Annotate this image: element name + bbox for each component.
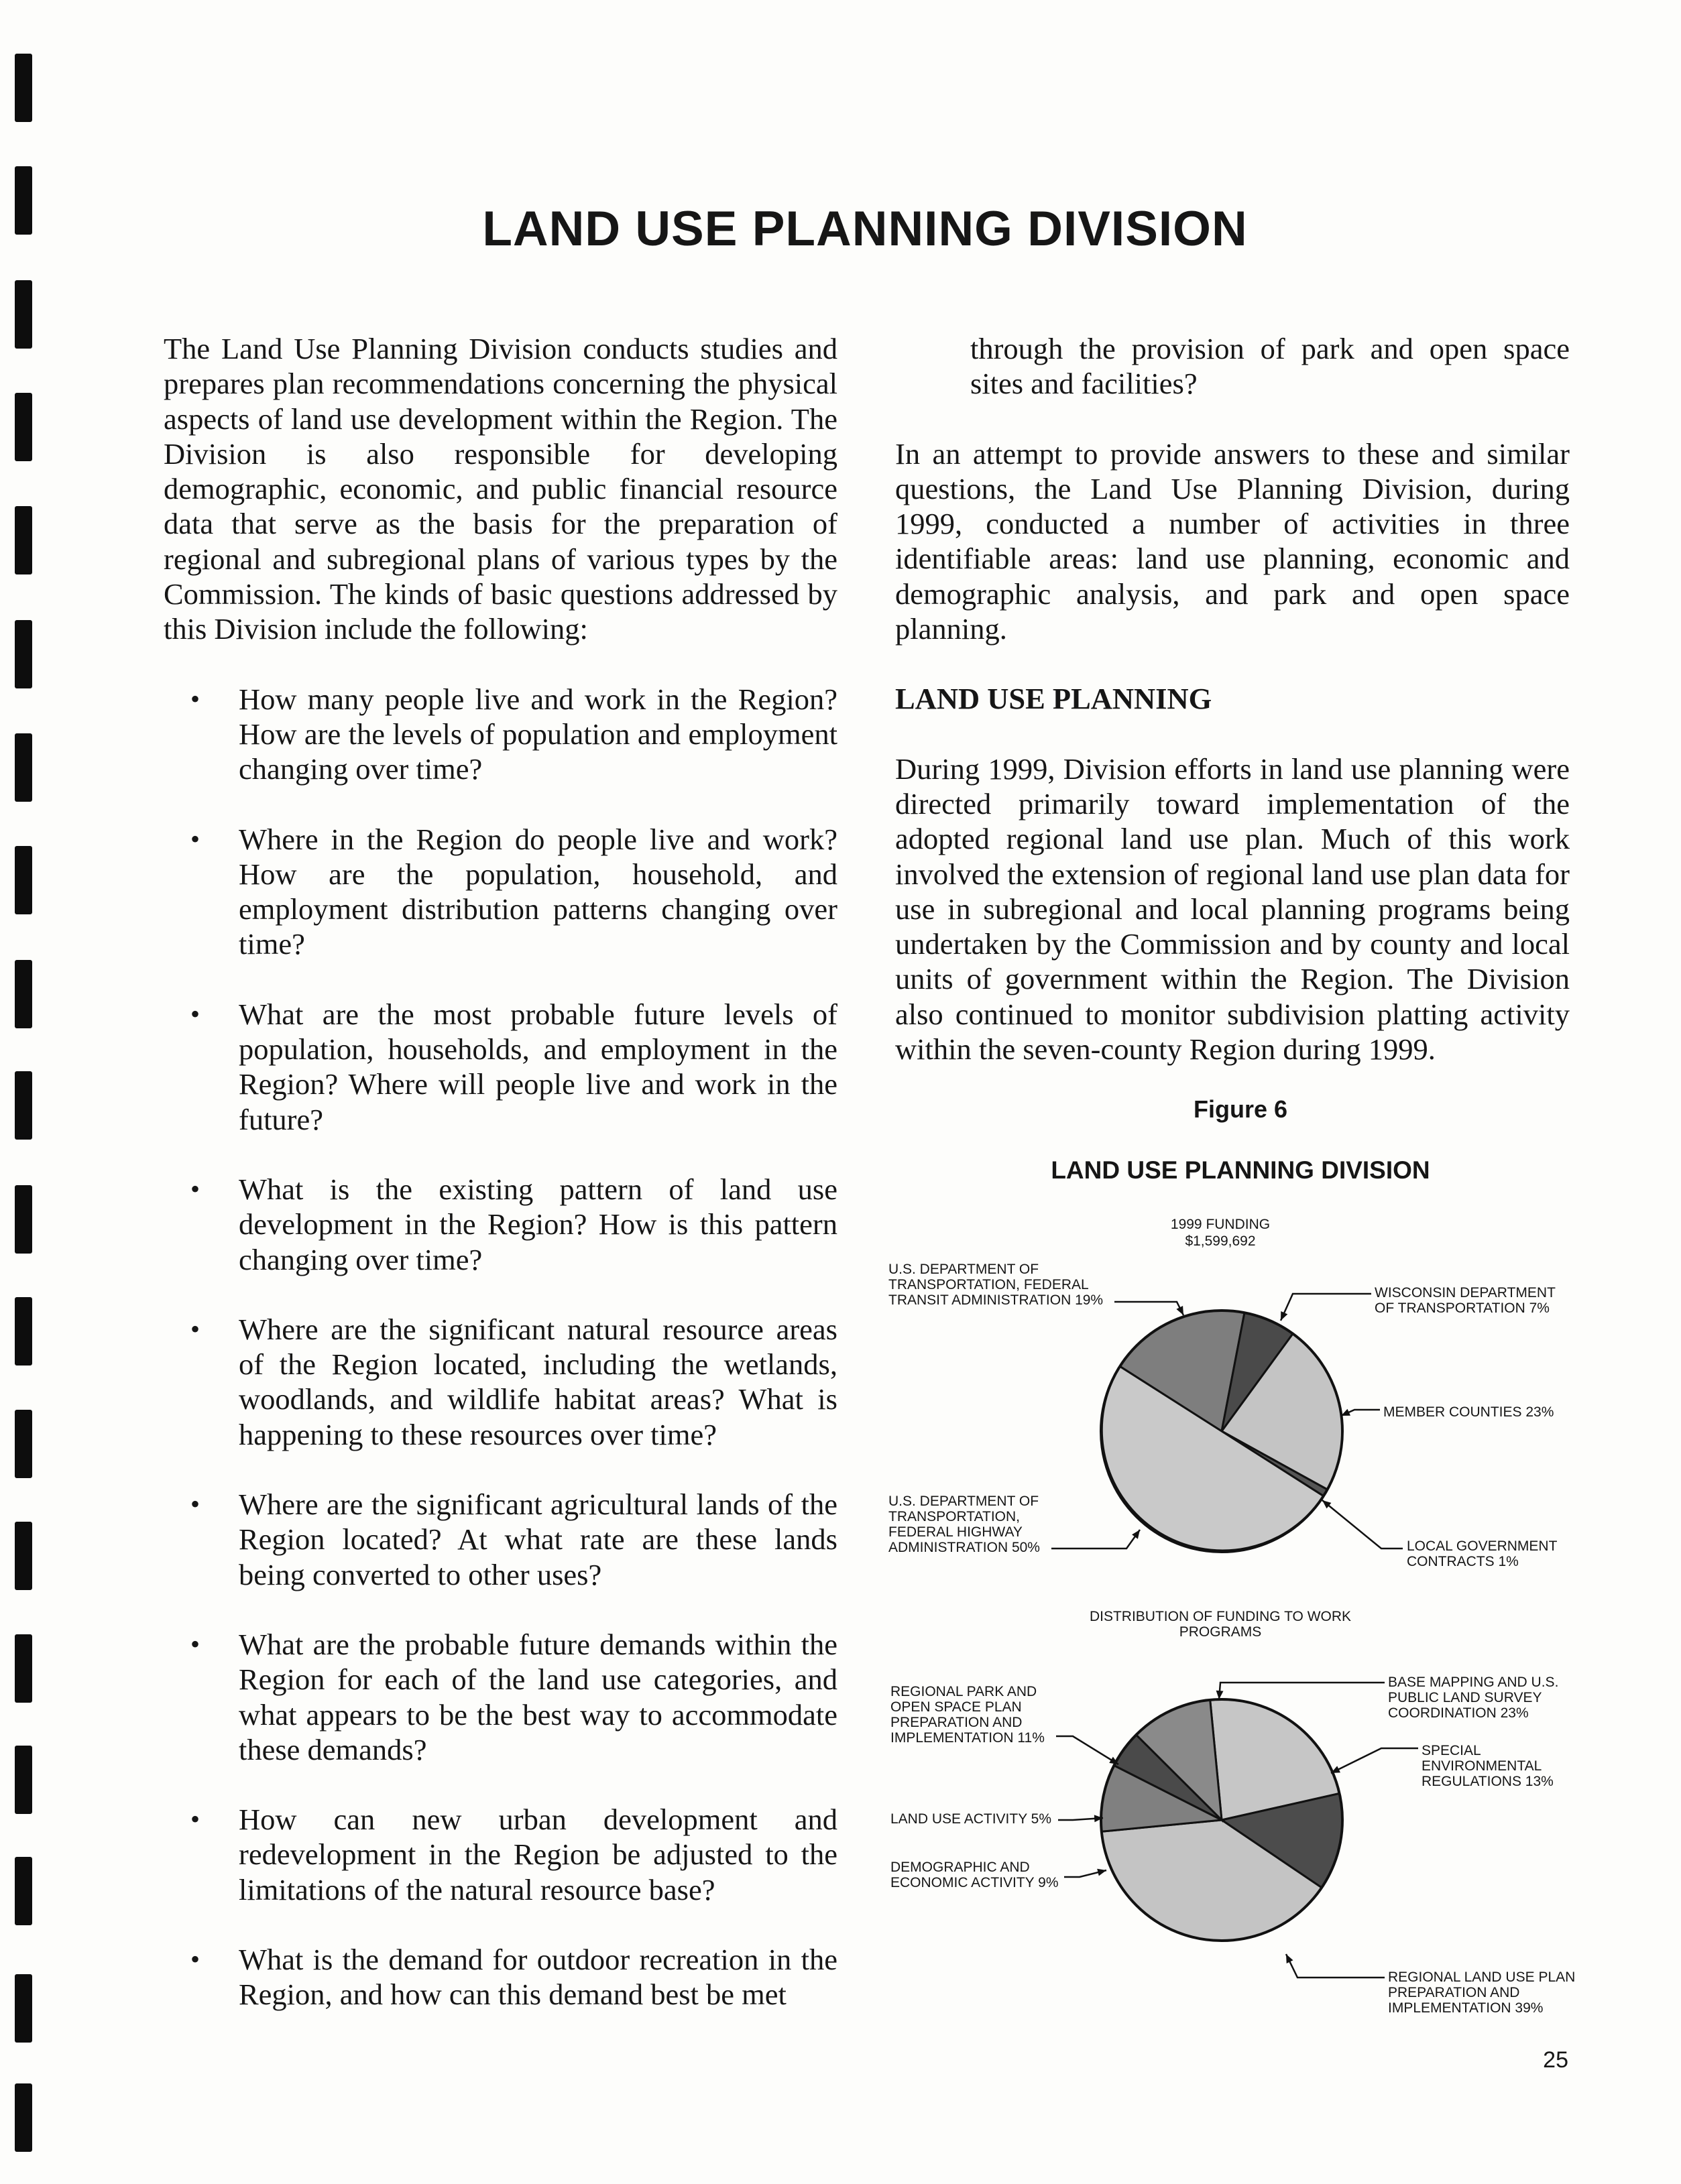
figure-label: Figure 6 [1193,1095,1288,1123]
list-item: • What is the demand for outdoor recreation in the Region, and how can this demand best be met [190,1942,837,2012]
list-item: • How can new urban development and redevelopment in the Region be adjusted to the limitations of the natural resource base? [190,1803,837,1906]
pie2-leader-regional-plan [1286,1954,1385,1978]
chart2-label-land-use: LAND USE ACTIVITY 5% [890,1811,1052,1827]
figure-title: LAND USE PLANNING DIVISION [1051,1156,1430,1184]
pie2-leader-environmental [1331,1748,1418,1773]
bullet: • [190,1628,200,1659]
bullet: • [190,1173,200,1204]
chart1-label-fhwa: U.S. DEPARTMENT OF TRANSPORTATION, FEDERAL HIGHWAY ADMINISTRATION 50% [888,1494,1040,1555]
chart1-label-local: LOCAL GOVERNMENT CONTRACTS 1% [1407,1538,1558,1569]
list-item: • How many people live and work in the Region? How are the levels of population and employment changing over time? [190,682,837,786]
list-item: • Where are the significant agricultural lands of the Region located? At what rate are these lands being converted to other uses? [190,1488,837,1591]
bullet: • [190,683,200,714]
pie2-leader-park [1056,1736,1118,1764]
list-item: • Where are the significant natural resource areas of the Region located, including the wetlands, woodlands, and wildlife habitat areas? What is happening to these resources over time? [190,1312,837,1451]
bullet: • [190,1943,200,1974]
chart1-title: 1999 FUNDING [1170,1217,1271,1232]
pie1-leader-local [1322,1500,1403,1549]
chart2-title: DISTRIBUTION OF FUNDING TO WORK PROGRAMS [1089,1609,1352,1640]
chart2-label-environmental: SPECIAL ENVIRONMENTAL REGULATIONS 13% [1422,1743,1554,1789]
paragraph: During 1999, Division efforts in land use planning were directed primarily toward implementation of the adopted regional land use plan. Much of this work involved the extension of regional land use plan data for use in subregional and local planning programs being undertaken by the Commission and by county and local units of government within the Region. The Division also continued to monitor subdivision platting activity within the seven-county Region during 1999. [895,751,1570,1067]
pie1-leader-wisdot [1281,1294,1371,1321]
chart1-subtitle: $1,599,692 [1185,1233,1256,1249]
pie1-leader-fhwa [1051,1530,1140,1549]
page-title: LAND USE PLANNING DIVISION [482,202,1248,256]
bullet: • [190,1804,200,1835]
chart2-label-park: REGIONAL PARK AND OPEN SPACE PLAN PREPARATION AND IMPLEMENTATION 11% [890,1684,1045,1746]
section-heading: LAND USE PLANNING [895,682,1212,716]
paragraph: In an attempt to provide answers to these and similar questions, the Land Use Planning Division, during 1999, conducted a number of activities in three identifiable areas: land use planning, economic and demographic analysis, and park and open space planning. [895,436,1570,646]
intro-paragraph: The Land Use Planning Division conducts studies and prepares plan recommendations concerning the physical aspects of land use development within the Region. The Division is also responsible for developing demographic, economic, and public financial resource data that serve as the basis for the preparation of regional and subregional plans of various types by the Commission. The kinds of basic questions addressed by this Division include the following: [164,332,837,646]
bullet: • [190,1489,200,1520]
list-item: • What is the existing pattern of land use development in the Region? How is this pattern changing over time? [190,1172,837,1276]
chart2-label-regional-plan: REGIONAL LAND USE PLAN PREPARATION AND IMPLEMENTATION 39% [1388,1969,1576,2016]
chart2-label-base-mapping: BASE MAPPING AND U.S. PUBLIC LAND SURVEY COORDINATION 23% [1388,1675,1559,1721]
chart1-label-counties: MEMBER COUNTIES 23% [1383,1404,1554,1420]
list-item: • What are the probable future demands within the Region for each of the land use categories, and what appears to be the best way to accommodate these demands? [190,1627,837,1766]
bullet: • [190,998,200,1029]
chart2-label-demographic: DEMOGRAPHIC AND ECONOMIC ACTIVITY 9% [890,1860,1059,1890]
bullet: • [190,1313,200,1344]
continuation-paragraph: through the provision of park and open space sites and facilities? [970,332,1570,401]
list-item: • What are the most probable future levels of population, households, and employment in the Region? Where will people live and work in the future? [190,997,837,1136]
page-number: 25 [1543,2047,1568,2073]
pie1-arrow-fhwa [1132,1530,1140,1539]
chart1-label-wisdot: WISCONSIN DEPARTMENT OF TRANSPORTATION 7% [1375,1285,1556,1316]
list-item: • Where in the Region do people live and work? How are the population, household, and employment distribution patterns changing over time? [190,822,837,961]
bullet: • [190,823,200,854]
chart1-label-fta: U.S. DEPARTMENT OF TRANSPORTATION, FEDERAL TRANSIT ADMINISTRATION 19% [888,1262,1104,1308]
pie2-leader-base-mapping [1219,1683,1385,1699]
pie1-leader-fta [1114,1302,1183,1315]
